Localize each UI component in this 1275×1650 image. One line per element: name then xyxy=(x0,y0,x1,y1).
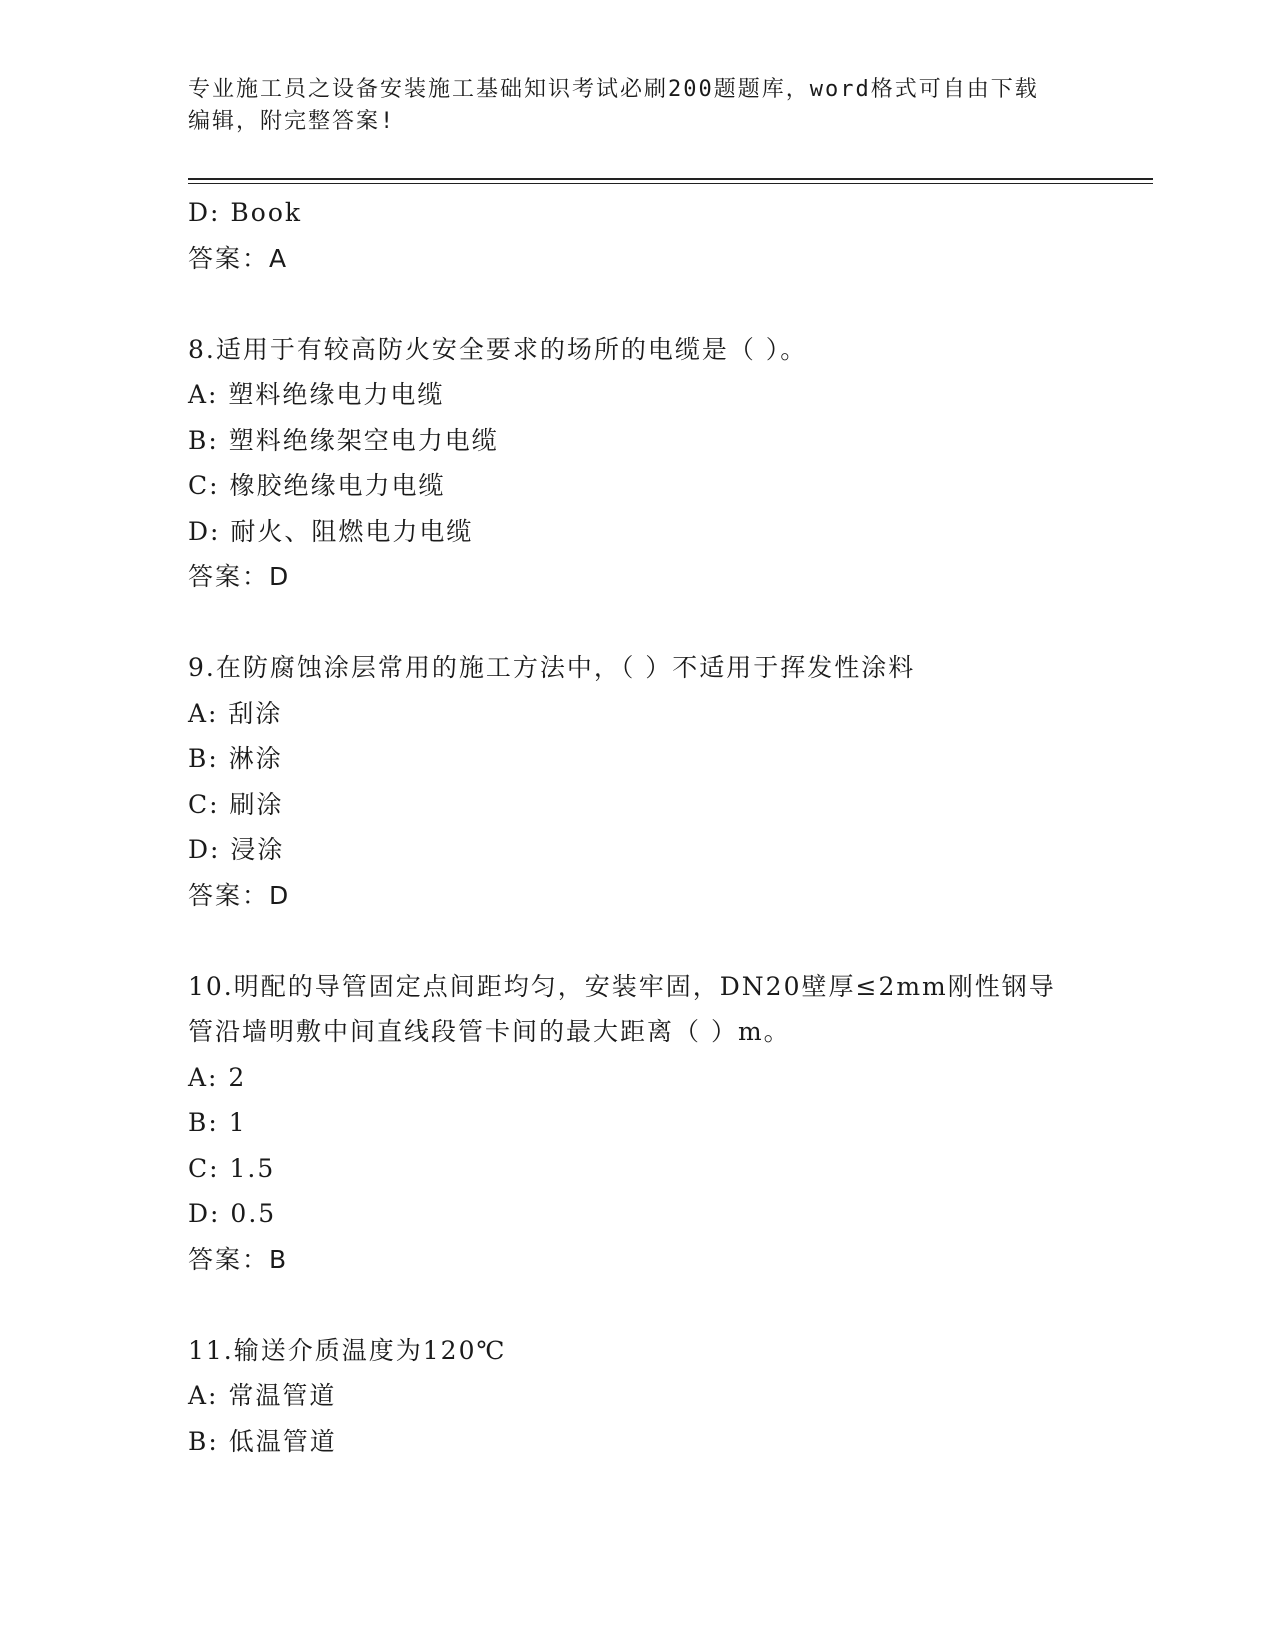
answer: 答案：B xyxy=(188,1244,289,1274)
header-line-1: 专业施工员之设备安装施工基础知识考试必刷200题题库，word格式可自由下载 xyxy=(188,77,1039,102)
question-stem: 8.适用于有较高防火安全要求的场所的电缆是（ ）。 xyxy=(188,334,808,364)
header-divider-top xyxy=(188,178,1153,180)
question-8 xyxy=(188,327,1088,600)
option-a: A: 常温管道 xyxy=(188,1381,337,1410)
answer: 答案：D xyxy=(188,880,291,910)
option-b: B: 淋涂 xyxy=(188,744,283,773)
question-stem-line-2: 管沿墙明敷中间直线段管卡间的最大距离（ ）m。 xyxy=(188,1017,791,1046)
question-gap xyxy=(188,281,1088,327)
question-stem-line-1: 10.明配的导管固定点间距均匀，安装牢固，DN20壁厚≤2mm刚性钢导 xyxy=(188,971,1056,1001)
option-c: C: 1.5 xyxy=(188,1153,276,1183)
question-gap xyxy=(188,600,1088,646)
option-c: C: 刷涂 xyxy=(188,789,284,819)
prev-question-option-d: D: Book xyxy=(188,198,303,227)
question-11 xyxy=(188,1328,1088,1465)
option-b: B: 塑料绝缘架空电力电缆 xyxy=(188,425,499,455)
option-d: D: 0.5 xyxy=(188,1199,277,1228)
option-a: A: 刮涂 xyxy=(188,698,283,728)
option-a: A: 塑料绝缘电力电缆 xyxy=(188,380,445,409)
option-b: B: 1 xyxy=(188,1108,247,1137)
option-b: B: 低温管道 xyxy=(188,1426,337,1456)
question-list xyxy=(188,190,1088,1464)
option-d: D: 耐火、阻燃电力电缆 xyxy=(188,516,474,546)
header-divider-bottom xyxy=(188,183,1153,184)
question-10 xyxy=(188,964,1088,1283)
question-9 xyxy=(188,645,1088,918)
document-header xyxy=(188,74,1088,138)
prev-question-answer: 答案：A xyxy=(188,243,289,273)
header-line-2: 编辑，附完整答案! xyxy=(188,109,396,134)
question-gap xyxy=(188,1282,1088,1328)
option-d: D: 浸涂 xyxy=(188,835,285,864)
question-stem: 9.在防腐蚀涂层常用的施工方法中，（ ）不适用于挥发性涂料 xyxy=(188,653,916,682)
question-stem: 11.输送介质温度为120℃ xyxy=(188,1335,507,1365)
answer: 答案：D xyxy=(188,562,291,591)
option-a: A: 2 xyxy=(188,1062,247,1092)
option-c: C: 橡胶绝缘电力电缆 xyxy=(188,471,446,500)
question-gap xyxy=(188,918,1088,964)
